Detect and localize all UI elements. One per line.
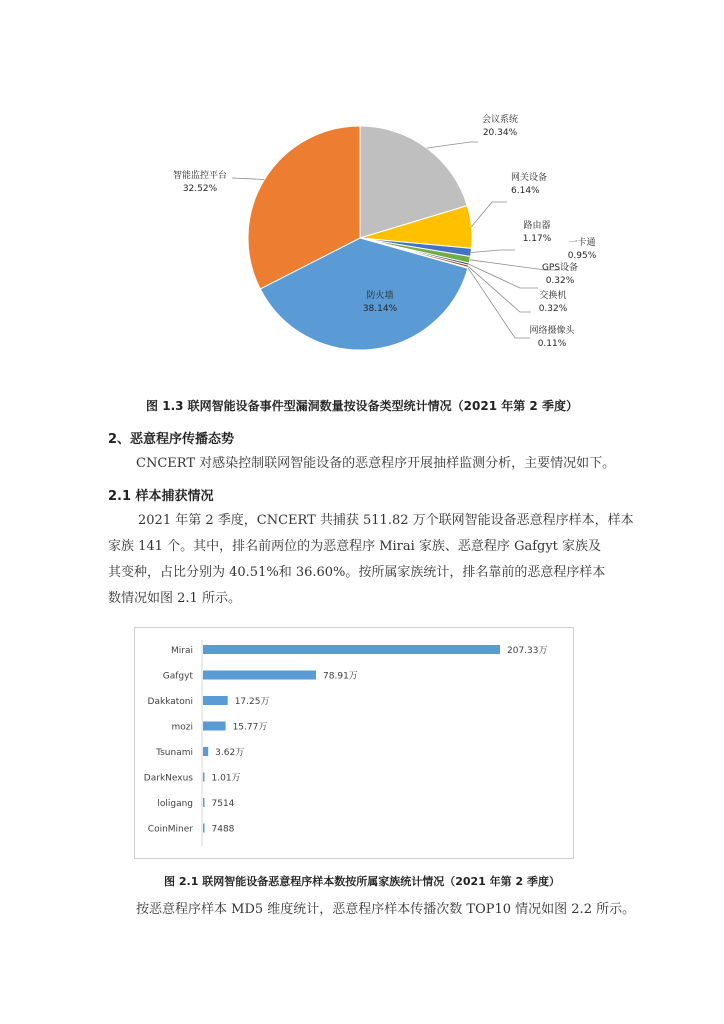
pie-label-pct-0: 20.34% [482,128,518,138]
pie-label-pct-3: 0.95% [567,251,597,261]
bar-category-label: Tsunami [156,748,193,758]
pie-leader-line-8 [232,178,265,180]
section-2-1-heading: 2.1 样本捕获情况 [108,489,214,504]
pie-label-name-2: 路由器 [523,221,551,231]
bar-value-label: 207.33万 [507,646,548,656]
section-2-1-paragraph: 2021 年第 2 季度，CNCERT 共捕获 511.82 万个联网智能设备恶意程序样本，样本 家族 141 个。其中，排名前两位的为恶意程序 Mirai 家族、恶意程序 Gafgyt 家族及 其变种，占比分别为 40.51%和 36.60%。按所属家族统计，排名靠前的恶意程序样本 数情况如图 2.1 所示。 [108,513,634,606]
bar-darknexus [203,773,205,782]
pie-label-pct-2: 1.17% [522,234,552,244]
pie-leader-line-2 [471,250,515,253]
pie-label-name-6: 网络摄像头 [529,326,575,336]
bar-loligang [203,798,205,807]
pie-label-name-3: 一卡通 [568,238,596,248]
footer-paragraph: 按恶意程序样本 MD5 维度统计，恶意程序样本传播次数 TOP10 情况如图 2.2 所示。 [136,902,636,917]
bar-category-label: Dakkatoni [147,697,193,707]
bar-value-label: 3.62万 [215,748,245,758]
bar-chart-caption: 图 2.1 联网智能设备恶意程序样本数按所属家族统计情况（2021 年第 2 季度） [164,875,560,888]
bar-category-label: loligang [157,799,193,809]
pie-label-pct-6: 0.11% [537,339,567,349]
pie-label-name-8: 智能监控平台 [172,171,228,181]
bar-value-label: 7488 [211,824,235,835]
pie-label-pct-5: 0.32% [538,304,568,314]
bar-value-label: 7514 [211,799,235,809]
bar-category-label: Gafgyt [162,671,193,682]
bar-value-label: 17.25万 [234,697,270,707]
pie-label-pct-7: 38.14% [362,304,398,314]
pie-label-pct-8: 32.52% [182,184,218,194]
bar-mirai [203,645,500,654]
pie-label-pct-1: 6.14% [511,186,540,196]
bar-tsunami [203,747,208,756]
pie-chart-caption: 图 1.3 联网智能设备事件型漏洞数量按设备类型统计情况（2021 年第 2 季度） [146,399,578,413]
bar-category-label: DarkNexus [143,773,193,784]
pie-label-name-5: 交换机 [539,291,567,301]
bar-mozi [203,722,226,731]
section-2-intro: CNCERT 对感染控制联网智能设备的恶意程序开展抽样监测分析，主要情况如下。 [136,456,616,471]
pie-chart [0,100,724,380]
bar-category-label: mozi [171,722,193,733]
pie-label-name-1: 网关设备 [511,173,548,183]
bar-value-label: 78.91万 [323,671,358,682]
bar-chart [135,628,573,858]
pie-leader-line-5 [468,266,531,312]
bar-coinminer [203,824,205,833]
pie-leader-line-0 [427,142,478,148]
pie-leader-line-1 [471,202,507,227]
pie-label-name-4: GPS设备 [541,263,579,273]
bar-chart-frame [134,627,574,859]
bar-category-label: CoinMiner [147,824,193,835]
pie-label-pct-4: 0.32% [545,276,575,286]
section-2-heading: 2、恶意程序传播态势 [108,432,235,447]
bar-dakkatoni [203,696,228,705]
bar-value-label: 15.77万 [232,722,268,733]
pie-label-name-0: 会议系统 [481,115,519,125]
pie-label-name-7: 防火墙 [366,291,394,301]
bar-value-label: 1.01万 [211,773,241,784]
bar-gafgyt [203,671,316,680]
bar-category-label: Mirai [171,646,193,656]
